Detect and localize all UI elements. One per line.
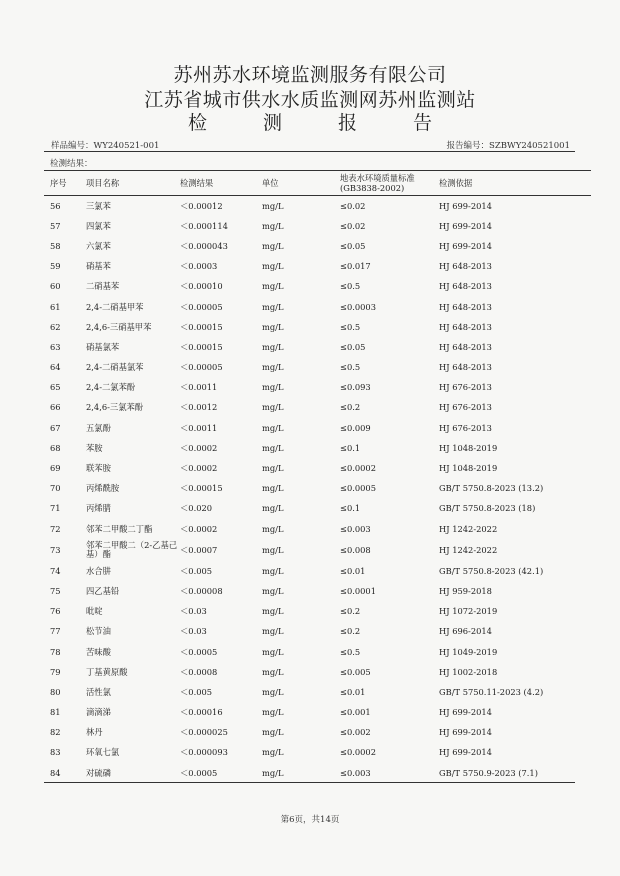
cell-method: HJ 699-2014 xyxy=(439,240,492,251)
cell-method: HJ 676-2013 xyxy=(439,422,492,433)
cell-index: 78 xyxy=(50,646,61,657)
cell-item: 松节油 xyxy=(86,626,111,637)
cell-method: HJ 1049-2019 xyxy=(439,646,498,657)
cell-standard: ≤0.05 xyxy=(340,240,366,251)
table-header-row xyxy=(44,171,591,196)
cell-index: 60 xyxy=(50,281,61,292)
cell-method: GB/T 5750.8-2023 (42.1) xyxy=(439,565,544,576)
cell-method: HJ 1242-2022 xyxy=(439,523,498,534)
cell-index: 76 xyxy=(50,606,61,617)
cell-standard: ≤0.02 xyxy=(340,200,366,211)
cell-method: HJ 699-2014 xyxy=(439,727,492,738)
table-row xyxy=(44,277,591,297)
col-header-standard: 地表水环境质量标准(GB3838-2002) xyxy=(338,171,437,196)
cell-standard: ≤0.0005 xyxy=(340,483,376,494)
cell-result: ＜0.005 xyxy=(180,565,213,576)
cell-result: ＜0.000093 xyxy=(180,747,228,758)
cell-result: ＜0.000114 xyxy=(180,220,228,231)
cell-item: 三氯苯 xyxy=(86,200,111,211)
table-row xyxy=(44,662,591,682)
table-row xyxy=(44,602,591,622)
cell-unit: mg/L xyxy=(262,240,284,251)
cell-unit: mg/L xyxy=(262,301,284,312)
cell-result: ＜0.00005 xyxy=(180,362,223,373)
table-row xyxy=(44,682,591,702)
cell-result: ＜0.0007 xyxy=(180,544,218,555)
col-header-index: 序号 xyxy=(44,171,84,196)
title-char: 检 xyxy=(187,112,207,134)
cell-standard: ≤0.1 xyxy=(340,503,361,514)
table-row xyxy=(44,642,591,662)
cell-method: HJ 648-2013 xyxy=(439,362,492,373)
cell-method: HJ 648-2013 xyxy=(439,261,492,272)
cell-result: ＜0.0012 xyxy=(180,402,218,413)
cell-item: 丙烯酰胺 xyxy=(86,483,120,494)
cell-index: 64 xyxy=(50,362,61,373)
cell-index: 75 xyxy=(50,585,61,596)
header-divider xyxy=(44,151,575,152)
table-row xyxy=(44,418,591,438)
cell-standard: ≤0.2 xyxy=(340,606,361,617)
cell-item: 苯胺 xyxy=(86,442,103,453)
cell-index: 84 xyxy=(50,767,61,778)
cell-index: 83 xyxy=(50,747,61,758)
cell-unit: mg/L xyxy=(262,767,284,778)
cell-result: ＜0.000043 xyxy=(180,240,228,251)
cell-standard: ≤0.093 xyxy=(340,382,371,393)
cell-method: HJ 648-2013 xyxy=(439,321,492,332)
col-header-unit: 单位 xyxy=(260,171,338,196)
table-row xyxy=(44,479,591,499)
col-header-item: 项目名称 xyxy=(84,171,178,196)
cell-standard: ≤0.5 xyxy=(340,646,361,657)
cell-result: ＜0.0008 xyxy=(180,666,218,677)
cell-item: 苦味酸 xyxy=(86,646,111,657)
cell-item: 邻苯二甲酸二（2-乙基己基）酯 xyxy=(86,540,178,560)
table-row xyxy=(44,723,591,743)
title-char: 测 xyxy=(262,112,282,134)
cell-unit: mg/L xyxy=(262,686,284,697)
cell-standard: ≤0.001 xyxy=(340,707,371,718)
cell-unit: mg/L xyxy=(262,200,284,211)
cell-result: ＜0.0011 xyxy=(180,382,218,393)
cell-unit: mg/L xyxy=(262,321,284,332)
cell-method: HJ 1048-2019 xyxy=(439,442,498,453)
title-char: 告 xyxy=(413,112,433,134)
cell-method: HJ 699-2014 xyxy=(439,747,492,758)
cell-standard: ≤0.05 xyxy=(340,341,366,352)
table-row xyxy=(44,561,591,581)
cell-method: HJ 699-2014 xyxy=(439,707,492,718)
cell-result: ＜0.0002 xyxy=(180,463,218,474)
cell-method: HJ 699-2014 xyxy=(439,200,492,211)
cell-method: HJ 648-2013 xyxy=(439,281,492,292)
cell-standard: ≤0.008 xyxy=(340,544,371,555)
cell-standard: ≤0.01 xyxy=(340,686,366,697)
cell-result: ＜0.00010 xyxy=(180,281,223,292)
station-name: 江苏省城市供水水质监测网苏州监测站 xyxy=(144,89,476,111)
cell-unit: mg/L xyxy=(262,544,284,555)
cell-unit: mg/L xyxy=(262,646,284,657)
cell-standard: ≤0.01 xyxy=(340,565,366,576)
cell-unit: mg/L xyxy=(262,220,284,231)
table-row xyxy=(44,337,591,357)
cell-method: GB/T 5750.9-2023 (7.1) xyxy=(439,767,538,778)
cell-unit: mg/L xyxy=(262,727,284,738)
cell-unit: mg/L xyxy=(262,606,284,617)
cell-item: 2,4,6-三硝基甲苯 xyxy=(86,321,152,332)
table-row xyxy=(44,317,591,337)
table-row xyxy=(44,438,591,458)
table-row xyxy=(44,499,591,519)
cell-index: 70 xyxy=(50,483,61,494)
cell-unit: mg/L xyxy=(262,483,284,494)
table-row xyxy=(44,622,591,642)
cell-method: HJ 699-2014 xyxy=(439,220,492,231)
cell-index: 57 xyxy=(50,220,61,231)
cell-item: 环氧七氯 xyxy=(86,747,120,758)
cell-index: 66 xyxy=(50,402,61,413)
cell-method: HJ 648-2013 xyxy=(439,341,492,352)
cell-index: 61 xyxy=(50,301,61,312)
cell-item: 活性氯 xyxy=(86,686,111,697)
table-body xyxy=(44,196,591,784)
cell-unit: mg/L xyxy=(262,747,284,758)
col-header-result: 检测结果 xyxy=(178,171,260,196)
cell-unit: mg/L xyxy=(262,261,284,272)
cell-unit: mg/L xyxy=(262,463,284,474)
table-row xyxy=(44,257,591,277)
company-name: 苏州苏水环境监测服务有限公司 xyxy=(173,64,447,86)
cell-standard: ≤0.0001 xyxy=(340,585,376,596)
table-row xyxy=(44,196,591,217)
cell-method: GB/T 5750.11-2023 (4.2) xyxy=(439,686,544,697)
table-row xyxy=(44,398,591,418)
cell-index: 82 xyxy=(50,727,61,738)
table-row xyxy=(44,378,591,398)
cell-item: 硝基氯苯 xyxy=(86,341,120,352)
cell-unit: mg/L xyxy=(262,503,284,514)
cell-unit: mg/L xyxy=(262,281,284,292)
cell-standard: ≤0.5 xyxy=(340,281,361,292)
cell-result: ＜0.00005 xyxy=(180,301,223,312)
table-row xyxy=(44,236,591,256)
cell-method: HJ 1002-2018 xyxy=(439,666,498,677)
cell-item: 四乙基铅 xyxy=(86,585,120,596)
table-row xyxy=(44,519,591,539)
cell-method: HJ 648-2013 xyxy=(439,301,492,312)
cell-standard: ≤0.002 xyxy=(340,727,371,738)
cell-result: ＜0.03 xyxy=(180,626,207,637)
cell-index: 77 xyxy=(50,626,61,637)
cell-standard: ≤0.009 xyxy=(340,422,371,433)
cell-result: ＜0.00015 xyxy=(180,341,223,352)
table-bottom-rule xyxy=(44,782,575,783)
table-row xyxy=(44,297,591,317)
cell-index: 69 xyxy=(50,463,61,474)
cell-unit: mg/L xyxy=(262,362,284,373)
sample-number: 样品编号：WY240521-001 xyxy=(51,141,160,151)
cell-standard: ≤0.0003 xyxy=(340,301,376,312)
cell-item: 四氯苯 xyxy=(86,220,111,231)
cell-item: 吡啶 xyxy=(86,606,103,617)
cell-method: HJ 1242-2022 xyxy=(439,544,498,555)
cell-result: ＜0.0002 xyxy=(180,442,218,453)
cell-method: GB/T 5750.8-2023 (13.2) xyxy=(439,483,544,494)
title-char: 报 xyxy=(338,112,358,134)
cell-unit: mg/L xyxy=(262,626,284,637)
cell-standard: ≤0.017 xyxy=(340,261,371,272)
cell-item: 邻苯二甲酸二丁酯 xyxy=(86,523,153,534)
table-row xyxy=(44,458,591,478)
cell-standard: ≤0.005 xyxy=(340,666,371,677)
cell-item: 对硫磷 xyxy=(86,767,111,778)
cell-method: HJ 696-2014 xyxy=(439,626,492,637)
cell-result: ＜0.03 xyxy=(180,606,207,617)
cell-result: ＜0.00015 xyxy=(180,483,223,494)
cell-item: 六氯苯 xyxy=(86,240,111,251)
cell-standard: ≤0.0002 xyxy=(340,463,376,474)
cell-index: 71 xyxy=(50,503,61,514)
cell-index: 67 xyxy=(50,422,61,433)
cell-item: 硝基苯 xyxy=(86,261,111,272)
cell-item: 2,4-二硝基氯苯 xyxy=(86,362,144,373)
cell-index: 74 xyxy=(50,565,61,576)
cell-item: 丁基黄原酸 xyxy=(86,666,128,677)
cell-unit: mg/L xyxy=(262,585,284,596)
cell-index: 73 xyxy=(50,544,61,555)
cell-item: 滴滴涕 xyxy=(86,707,111,718)
cell-unit: mg/L xyxy=(262,565,284,576)
cell-standard: ≤0.5 xyxy=(340,321,361,332)
cell-unit: mg/L xyxy=(262,422,284,433)
cell-result: ＜0.0002 xyxy=(180,523,218,534)
results-table xyxy=(44,170,591,783)
cell-unit: mg/L xyxy=(262,382,284,393)
cell-result: ＜0.00016 xyxy=(180,707,223,718)
cell-result: ＜0.0005 xyxy=(180,646,218,657)
cell-index: 62 xyxy=(50,321,61,332)
cell-method: HJ 1072-2019 xyxy=(439,606,498,617)
cell-standard: ≤0.003 xyxy=(340,767,371,778)
report-number: 报告编号：SZBWY240521001 xyxy=(446,141,570,151)
cell-item: 2,4-二硝基甲苯 xyxy=(86,301,144,312)
cell-method: GB/T 5750.8-2023 (18) xyxy=(439,503,536,514)
table-row xyxy=(44,216,591,236)
cell-unit: mg/L xyxy=(262,341,284,352)
cell-index: 56 xyxy=(50,200,61,211)
cell-method: HJ 676-2013 xyxy=(439,382,492,393)
cell-index: 68 xyxy=(50,442,61,453)
cell-result: ＜0.00012 xyxy=(180,200,223,211)
table-row xyxy=(44,539,591,561)
cell-index: 79 xyxy=(50,666,61,677)
cell-index: 80 xyxy=(50,686,61,697)
cell-item: 水合肼 xyxy=(86,565,111,576)
cell-unit: mg/L xyxy=(262,523,284,534)
cell-result: ＜0.0005 xyxy=(180,767,218,778)
table-row xyxy=(44,763,591,783)
cell-item: 2,4-二氯苯酚 xyxy=(86,382,136,393)
cell-item: 2,4,6-三氯苯酚 xyxy=(86,402,144,413)
cell-standard: ≤0.02 xyxy=(340,220,366,231)
cell-method: HJ 959-2018 xyxy=(439,585,492,596)
cell-index: 58 xyxy=(50,240,61,251)
cell-standard: ≤0.5 xyxy=(340,362,361,373)
cell-result: ＜0.020 xyxy=(180,503,213,514)
table-row xyxy=(44,358,591,378)
cell-result: ＜0.0011 xyxy=(180,422,218,433)
cell-method: HJ 1048-2019 xyxy=(439,463,498,474)
cell-unit: mg/L xyxy=(262,402,284,413)
cell-index: 81 xyxy=(50,707,61,718)
cell-result: ＜0.000025 xyxy=(180,727,228,738)
cell-item: 五氯酚 xyxy=(86,422,111,433)
cell-index: 65 xyxy=(50,382,61,393)
table-row xyxy=(44,581,591,601)
cell-unit: mg/L xyxy=(262,707,284,718)
page-footer: 第6页，共14页 xyxy=(280,815,340,825)
results-caption: 检测结果： xyxy=(50,159,93,169)
table-row xyxy=(44,743,591,763)
cell-result: ＜0.00008 xyxy=(180,585,223,596)
cell-result: ＜0.005 xyxy=(180,686,213,697)
cell-item: 联苯胺 xyxy=(86,463,111,474)
cell-result: ＜0.00015 xyxy=(180,321,223,332)
cell-standard: ≤0.0002 xyxy=(340,747,376,758)
cell-standard: ≤0.2 xyxy=(340,402,361,413)
cell-method: HJ 676-2013 xyxy=(439,402,492,413)
cell-index: 63 xyxy=(50,341,61,352)
table-row xyxy=(44,703,591,723)
cell-standard: ≤0.1 xyxy=(340,442,361,453)
cell-index: 59 xyxy=(50,261,61,272)
cell-item: 二硝基苯 xyxy=(86,281,120,292)
cell-result: ＜0.0003 xyxy=(180,261,218,272)
cell-index: 72 xyxy=(50,523,61,534)
cell-item: 林丹 xyxy=(86,727,103,738)
col-header-method: 检测依据 xyxy=(437,171,591,196)
cell-unit: mg/L xyxy=(262,666,284,677)
report-title xyxy=(0,108,620,135)
cell-item: 丙烯腈 xyxy=(86,503,111,514)
cell-standard: ≤0.2 xyxy=(340,626,361,637)
cell-unit: mg/L xyxy=(262,442,284,453)
cell-standard: ≤0.003 xyxy=(340,523,371,534)
